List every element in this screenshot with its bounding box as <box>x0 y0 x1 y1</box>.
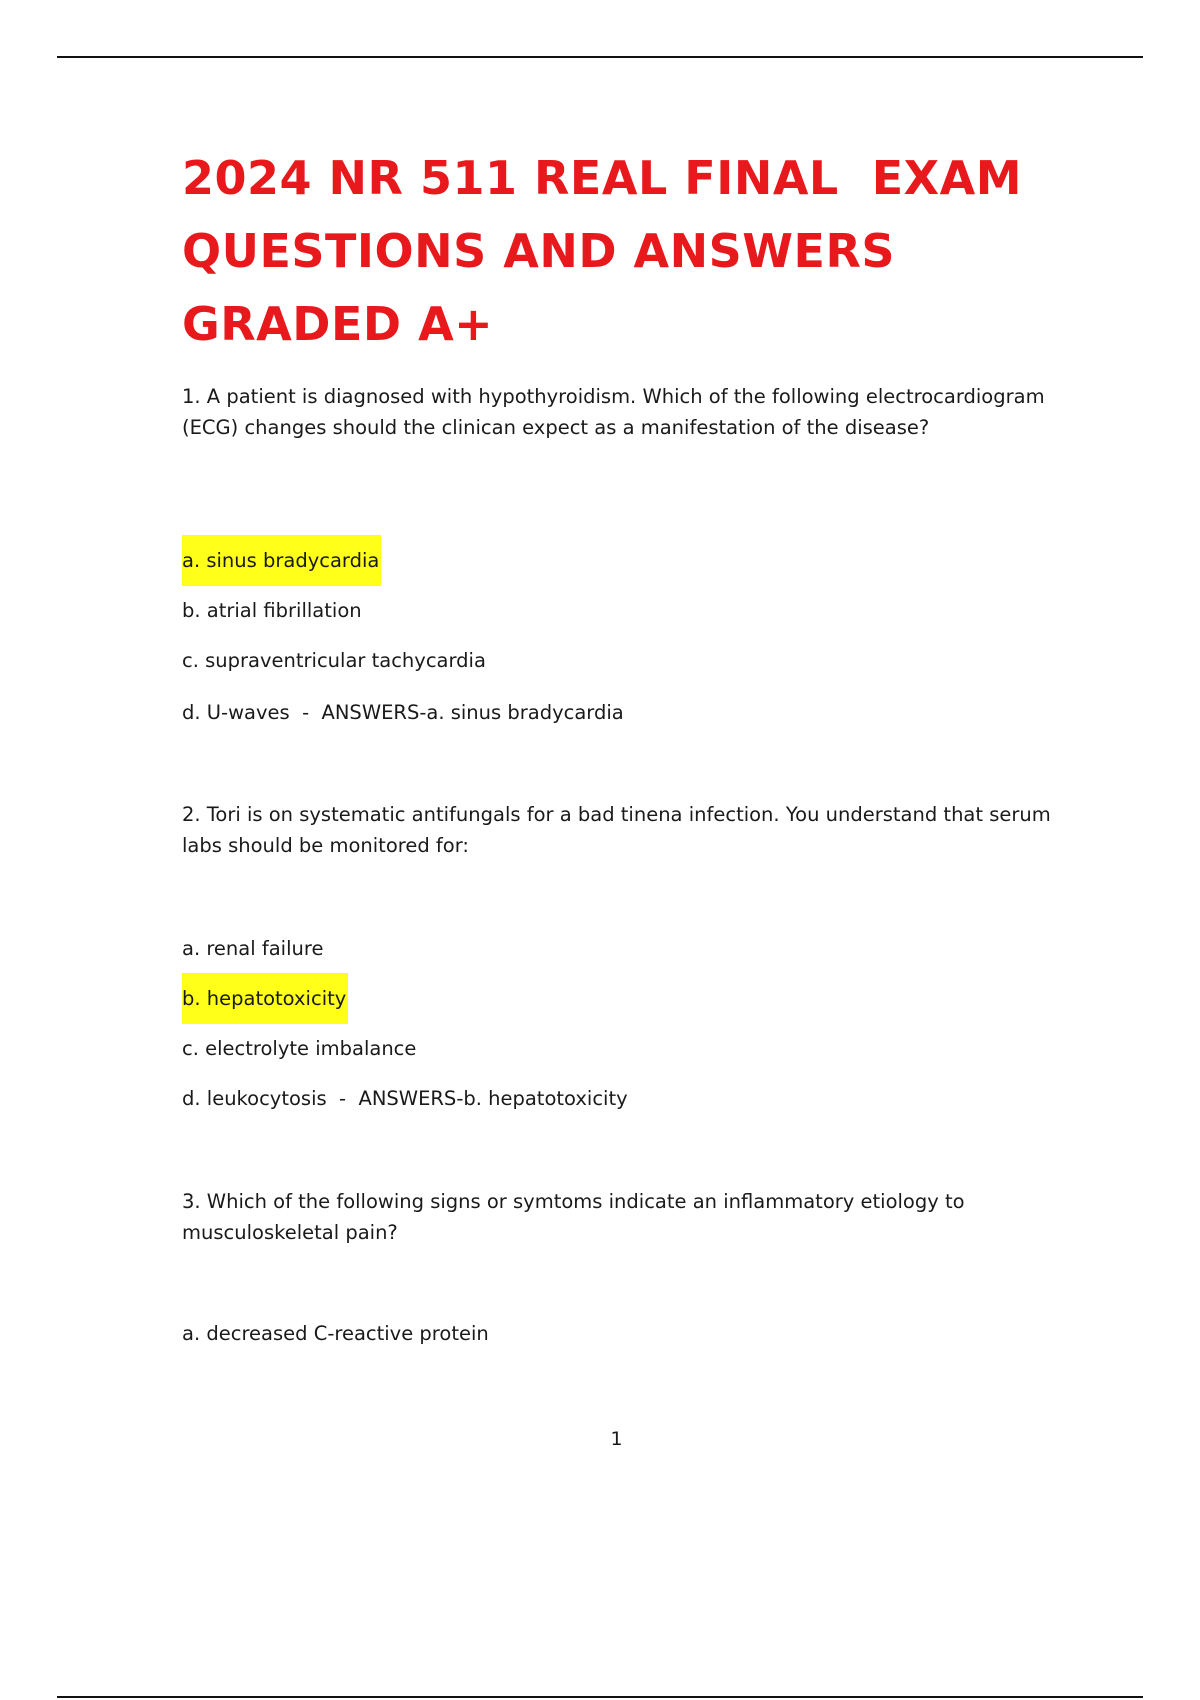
question-1-option-d: d. U-waves - ANSWERS-a. sinus bradycardia <box>182 701 624 724</box>
document-title <box>182 142 1062 361</box>
answer-highlight: b. hepatotoxicity <box>182 973 348 1024</box>
question-2-option-c: c. electrolyte imbalance <box>182 1037 417 1060</box>
question-1-option-b: b. atrial fibrillation <box>182 599 362 622</box>
bottom-rule <box>57 1696 1143 1698</box>
top-rule <box>57 56 1143 58</box>
title-line-1: 2024 NR 511 REAL FINAL EXAM <box>182 151 1023 205</box>
question-3-option-a: a. decreased C-reactive protein <box>182 1322 489 1345</box>
title-line-3: GRADED A+ <box>182 297 494 351</box>
question-1-option-a <box>182 548 381 574</box>
question-1-option-c: c. supraventricular tachycardia <box>182 649 486 672</box>
question-2-option-a: a. renal failure <box>182 937 324 960</box>
question-1-text: 1. A patient is diagnosed with hypothyroidism. Which of the following electrocardiogram (ECG) changes should the clinican expect as a manifestation of the disease? <box>182 385 1045 439</box>
question-2-option-d: d. leukocytosis - ANSWERS-b. hepatotoxicity <box>182 1087 628 1110</box>
question-2-option-b <box>182 986 348 1012</box>
question-2-text: 2. Tori is on systematic antifungals for a bad tinena infection. You understand that serum labs should be monitored for: <box>182 803 1051 857</box>
page-number: 1 <box>610 1428 623 1450</box>
question-3-text: 3. Which of the following signs or symtoms indicate an inflammatory etiology to musculoskeletal pain? <box>182 1190 965 1244</box>
answer-highlight: a. sinus bradycardia <box>182 535 381 586</box>
title-line-2: QUESTIONS AND ANSWERS <box>182 224 895 278</box>
